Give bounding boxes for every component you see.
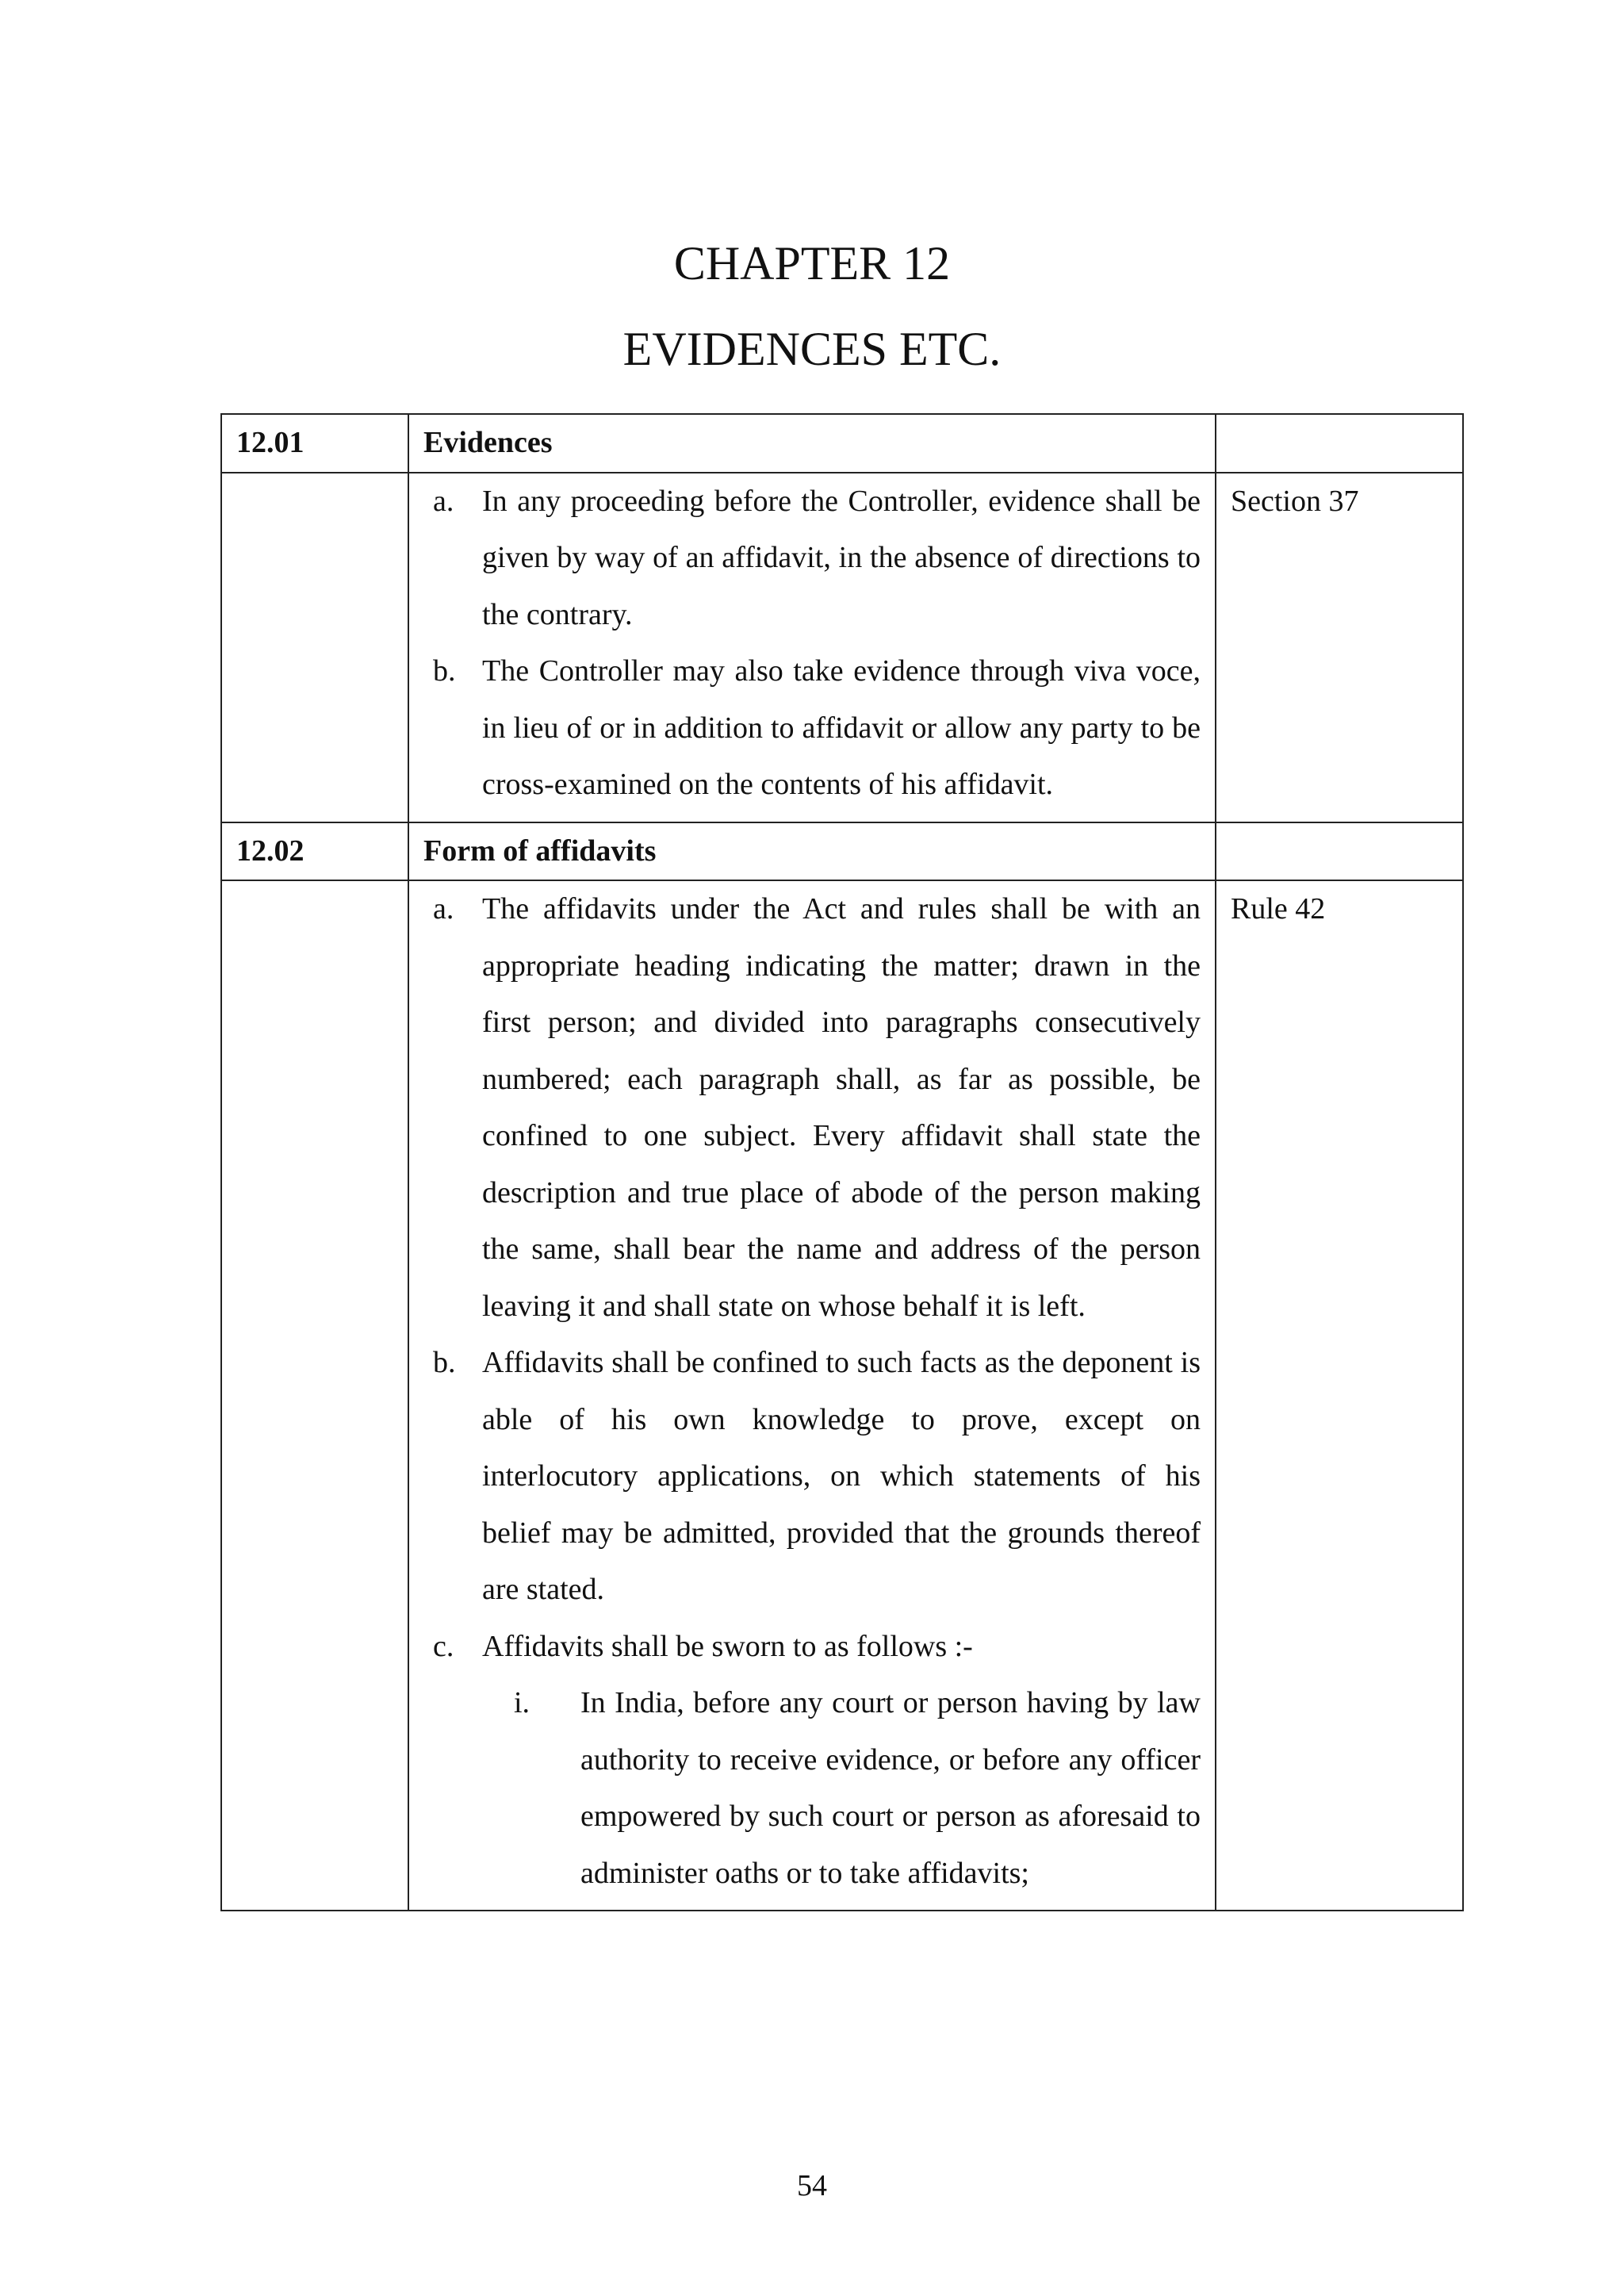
sub-list-item <box>482 1675 1201 1902</box>
subitem-text: In India, before any court or person having by law authority to receive evidence, or before any officer empowered by such court or person as aforesaid to administer oaths or to take affidavits; <box>580 1686 1201 1890</box>
section-number-cell <box>221 880 408 1911</box>
section-heading: Evidences <box>408 414 1216 473</box>
section-heading: Form of affidavits <box>408 822 1216 881</box>
section-body-row <box>221 473 1463 822</box>
section-body-row <box>221 880 1463 1911</box>
section-heading-row <box>221 822 1463 881</box>
page-number: 54 <box>797 2169 827 2202</box>
section-heading-ref-cell <box>1216 414 1463 473</box>
item-text: The Controller may also take evidence through viva voce, in lieu of or in addition to affidavit or allow any party to be cross-examined on the contents of his affidavit. <box>482 654 1201 801</box>
section-number: 12.02 <box>221 822 408 881</box>
item-text: Affidavits shall be confined to such facts as the deponent is able of his own knowledge to prove, except on interlocutory applications, on which statements of his belief may be admitted, provided that the grounds thereof are stated. <box>482 1346 1201 1606</box>
list-item <box>423 643 1201 814</box>
list-item <box>423 473 1201 644</box>
section-heading-row <box>221 414 1463 473</box>
section-reference: Section 37 <box>1216 473 1463 822</box>
section-number: 12.01 <box>221 414 408 473</box>
item-marker: a. <box>433 892 454 926</box>
chapter-subtitle: EVIDENCES ETC. <box>622 323 1002 375</box>
item-marker: b. <box>433 654 456 688</box>
list-item <box>423 1335 1201 1619</box>
rules-table <box>220 413 1464 1911</box>
list-item <box>423 1619 1201 1903</box>
section-reference: Rule 42 <box>1216 880 1463 1911</box>
list-item <box>423 881 1201 1335</box>
section-body <box>408 880 1216 1911</box>
item-marker: a. <box>433 484 454 518</box>
subitem-marker: i. <box>514 1686 530 1719</box>
item-text: Affidavits shall be sworn to as follows :- <box>482 1629 973 1663</box>
section-body <box>408 473 1216 822</box>
item-text: In any proceeding before the Controller, evidence shall be given by way of an affidavit, in the absence of directions to the contrary. <box>482 484 1201 631</box>
section-heading-ref-cell <box>1216 822 1463 881</box>
item-text: The affidavits under the Act and rules shall be with an appropriate heading indicating the matter; drawn in the first person; and divided into paragraphs consecutively numbered; each paragraph shall, as far as possible, be confined to one subject. Every affidavit shall state the description and true place of abode of the person making the same, shall bear the name and address of the person leaving it and shall state on whose behalf it is left. <box>482 892 1201 1323</box>
section-number-cell <box>221 473 408 822</box>
item-marker: c. <box>433 1629 454 1663</box>
chapter-title: CHAPTER 12 <box>673 237 951 289</box>
item-marker: b. <box>433 1346 456 1379</box>
